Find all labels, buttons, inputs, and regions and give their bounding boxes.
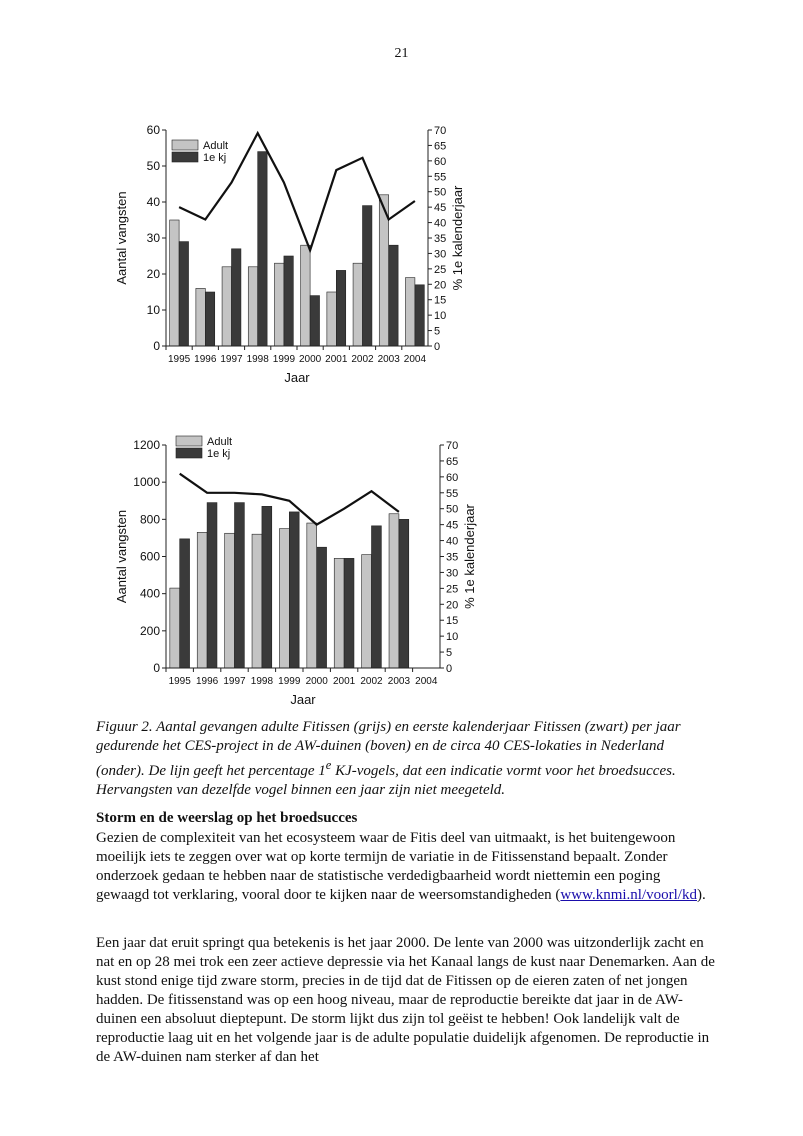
caption-text-1: Figuur 2. Aantal gevangen adulte Fitissen (grijs) en eerste kalenderjaar Fitissen (zwart) per jaar gedurende het CES-project in de AW-duinen (boven) en de circa 40 CES-lokaties in Nederland (onder). De lijn geeft het percentage 1 (96, 719, 681, 779)
top-ytick-10: 10 (146, 303, 160, 317)
chart-aw-duinen-svg (0, 118, 520, 388)
top-bar-adult-2002 (353, 263, 362, 346)
top-bar-adult-1999 (274, 263, 283, 346)
bottom-ytick-1000: 1000 (133, 475, 160, 490)
bottom-xtick-1996: 1996 (195, 676, 219, 687)
top-y2tick-25: 25 (434, 263, 447, 276)
bottom-ylabel: Aantal vangsten (114, 509, 129, 604)
bottom-bar-1ekj-1998 (262, 506, 272, 668)
top-bar-adult-2001 (327, 292, 336, 346)
bottom-xtick-1998: 1998 (250, 676, 274, 687)
caption-superscript: e (325, 758, 332, 772)
bottom-bar-1ekj-1997 (235, 503, 245, 668)
chart-aw-duinen (0, 118, 520, 388)
bottom-bar-1ekj-2000 (317, 547, 327, 668)
top-bar-1ekj-2004 (415, 285, 424, 346)
top-xlabel: Jaar (284, 370, 310, 385)
bottom-bar-adult-2001 (334, 558, 344, 668)
top-y2tick-65: 65 (434, 140, 447, 153)
bottom-y2tick-5: 5 (446, 647, 453, 660)
bottom-xtick-1995: 1995 (168, 676, 191, 687)
top-legend-label-adult: Adult (203, 140, 229, 152)
top-bar-1ekj-2001 (336, 270, 345, 346)
top-bar-adult-1998 (248, 267, 257, 346)
bottom-y2tick-10: 10 (446, 631, 459, 644)
bottom-bar-1ekj-1995 (180, 539, 190, 668)
bottom-y2tick-70: 70 (446, 440, 459, 452)
paragraph-2: Een jaar dat eruit springt qua betekenis is het jaar 2000. De lente van 2000 was uitzonderlijk zacht en nat en op 28 mei trok een zeer actieve depressie via het Kanaal langs de kust naar Denemarken. Aan de kust stond enige tijd zware storm, precies in de tijd dat de Fitissen op de eieren zaten of net jongen hadden. De fitissenstand was op een hoog niveau, maar de reproductie bereikte dat jaar in de AW-duinen een absoluut dieptepunt. De storm lijkt dus zijn tol geëist te hebben! Ook landelijk valt de reproductie laag uit en het volgende jaar is de adulte populatie duidelijk afgenomen. De reproductie in de AW-duinen nam sterker af dan het (96, 935, 715, 1065)
top-xtick-2003: 2003 (377, 354, 400, 365)
top-y2tick-60: 60 (434, 155, 447, 168)
top-xtick-1996: 1996 (194, 354, 217, 365)
bottom-y2tick-55: 55 (446, 487, 459, 500)
top-y2label: % 1e kalenderjaar (450, 185, 465, 291)
bottom-xtick-1999: 1999 (278, 676, 301, 687)
bottom-y2tick-20: 20 (446, 599, 459, 612)
paragraph-1-tail: ). (696, 887, 706, 903)
bottom-bar-1ekj-2002 (372, 526, 382, 668)
bottom-bar-adult-2003 (389, 514, 399, 668)
bottom-ytick-0: 0 (153, 661, 160, 675)
top-xtick-2002: 2002 (351, 354, 374, 365)
top-xtick-1995: 1995 (167, 354, 191, 365)
top-y2tick-45: 45 (434, 202, 447, 215)
bottom-bar-adult-1999 (279, 529, 289, 668)
bottom-xtick-1997: 1997 (223, 676, 246, 687)
bottom-xtick-2003: 2003 (387, 676, 411, 687)
top-bar-1ekj-1995 (179, 242, 188, 346)
top-ytick-0: 0 (153, 339, 160, 353)
top-bar-1ekj-2000 (310, 296, 319, 346)
bottom-y2tick-50: 50 (446, 503, 459, 516)
bottom-legend-label-adult: Adult (207, 436, 233, 448)
bottom-bar-adult-1998 (252, 534, 262, 668)
top-bar-adult-2004 (405, 278, 414, 346)
section-heading: Storm en de weerslag op het broedsucces (96, 810, 358, 826)
top-bar-adult-1995 (170, 220, 179, 346)
bottom-xtick-2000: 2000 (305, 676, 328, 687)
bottom-legend-swatch-adult (176, 436, 202, 446)
bottom-bar-1ekj-2001 (344, 558, 354, 668)
top-y2tick-30: 30 (434, 248, 447, 261)
top-y2tick-55: 55 (434, 171, 447, 184)
top-y2tick-40: 40 (434, 217, 447, 230)
top-ylabel: Aantal vangsten (114, 191, 129, 285)
bottom-y2tick-30: 30 (446, 567, 459, 580)
bottom-xtick-2001: 2001 (332, 676, 356, 687)
top-ytick-30: 30 (146, 231, 160, 245)
paragraph-1 (96, 829, 716, 905)
bottom-legend-swatch-1ekj (176, 448, 202, 458)
knmi-link[interactable]: www.knmi.nl/voorl/kd (560, 887, 697, 903)
top-bar-adult-2000 (301, 245, 310, 346)
top-y2tick-70: 70 (434, 125, 447, 137)
top-y2tick-0: 0 (434, 341, 441, 353)
top-legend-swatch-1ekj (172, 152, 198, 162)
top-xtick-2004: 2004 (403, 354, 427, 365)
bottom-y2tick-15: 15 (446, 615, 459, 628)
top-ytick-40: 40 (146, 195, 160, 209)
bottom-xlabel: Jaar (290, 692, 316, 707)
top-xtick-1997: 1997 (220, 354, 243, 365)
caption-text-2: KJ-vogels, dat een indicatie vormt voor het broedsucces. Hervangsten van dezelfde vogel binnen een jaar zijn niet meegeteld. (96, 763, 676, 798)
bottom-bar-adult-2002 (362, 555, 372, 668)
top-bar-1ekj-2003 (389, 245, 398, 346)
top-bar-1ekj-1998 (258, 152, 267, 346)
top-y2tick-10: 10 (434, 310, 447, 323)
top-legend-swatch-adult (172, 140, 198, 150)
figure-caption (96, 718, 716, 800)
top-xtick-1998: 1998 (246, 354, 269, 365)
bottom-y2tick-45: 45 (446, 519, 459, 532)
top-bar-adult-1996 (196, 288, 205, 346)
chart-nederland-svg (0, 432, 520, 712)
paragraph-1-text: Gezien de complexiteit van het ecosysteem waar de Fitis deel van uitmaakt, is het buitengewoon moeilijk iets te zeggen over wat op korte termijn de variatie in de Fitissenstand bepaalt. Zonder onderzoek gedaan te hebben naar de statistische verdedigbaarheid wordt niettemin een poging gewaagd tot verklaring, vooral door te kijken naar de weersomstandigheden ( (96, 830, 676, 903)
top-bar-adult-1997 (222, 267, 231, 346)
bottom-y2tick-60: 60 (446, 471, 459, 484)
top-y2tick-15: 15 (434, 294, 447, 307)
top-ytick-50: 50 (146, 159, 160, 173)
top-bar-1ekj-1996 (205, 292, 214, 346)
bottom-bar-1ekj-1999 (289, 512, 299, 668)
bottom-y2tick-40: 40 (446, 535, 459, 548)
chart-nederland (0, 432, 520, 712)
top-y2tick-35: 35 (434, 233, 447, 245)
bottom-y2label: % 1e kalenderjaar (462, 504, 477, 609)
bottom-y2tick-35: 35 (446, 551, 459, 564)
bottom-xtick-2004: 2004 (415, 676, 438, 687)
top-bar-1ekj-1999 (284, 256, 293, 346)
bottom-bar-adult-1996 (197, 532, 207, 668)
bottom-bar-adult-1997 (225, 533, 235, 668)
top-xtick-2000: 2000 (298, 354, 322, 365)
top-legend-label-1ekj: 1e kj (203, 152, 227, 164)
bottom-legend-label-1ekj: 1e kj (207, 448, 231, 460)
bottom-y2tick-65: 65 (446, 455, 459, 468)
bottom-bar-adult-1995 (170, 588, 180, 668)
bottom-bar-adult-2000 (307, 523, 317, 668)
page-number: 21 (394, 46, 409, 61)
top-bar-1ekj-1997 (232, 249, 241, 346)
bottom-ytick-1200: 1200 (133, 438, 160, 452)
top-y2tick-5: 5 (434, 325, 441, 338)
top-xtick-1999: 1999 (272, 354, 296, 365)
top-ytick-20: 20 (146, 267, 160, 281)
bottom-ytick-200: 200 (139, 623, 160, 638)
bottom-ytick-400: 400 (139, 586, 160, 601)
bottom-ytick-800: 800 (139, 512, 160, 527)
bottom-xtick-2002: 2002 (360, 676, 383, 687)
top-ytick-60: 60 (146, 123, 160, 137)
bottom-ytick-600: 600 (139, 549, 160, 564)
top-xtick-2001: 2001 (325, 354, 348, 365)
bottom-bar-1ekj-1996 (207, 503, 217, 668)
top-bar-1ekj-2002 (363, 206, 372, 346)
bottom-y2tick-0: 0 (446, 663, 453, 675)
bottom-y2tick-25: 25 (446, 583, 459, 596)
bottom-bar-1ekj-2003 (399, 519, 409, 668)
top-y2tick-20: 20 (434, 279, 447, 292)
top-y2tick-50: 50 (434, 186, 447, 199)
